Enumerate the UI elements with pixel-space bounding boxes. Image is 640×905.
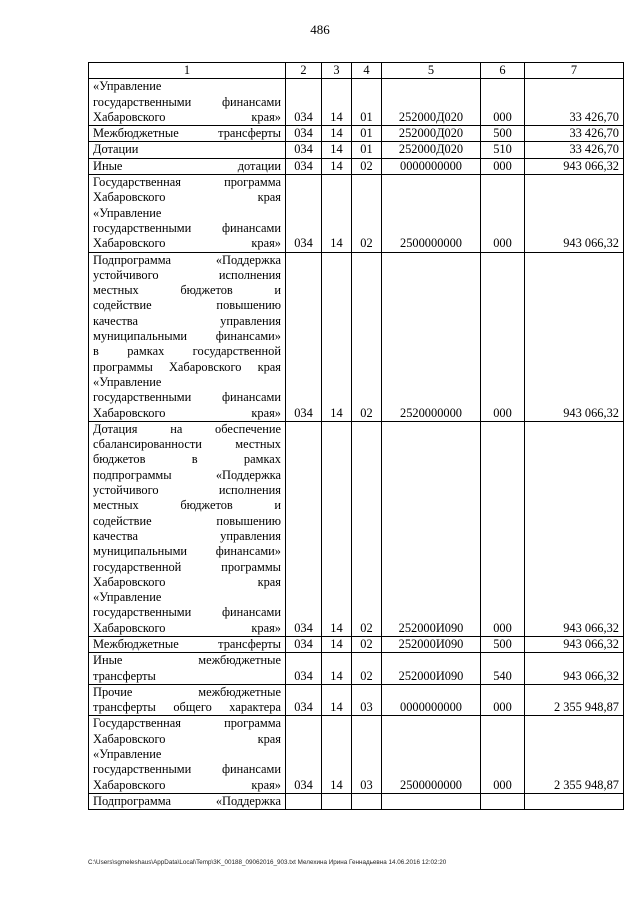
code-cell: 2500000000	[382, 716, 481, 793]
row-name-cell	[89, 126, 286, 142]
row-name-line: Хабаровского края	[93, 574, 281, 589]
row-name-cell	[89, 653, 286, 685]
code-cell	[481, 793, 525, 809]
row-name-cell	[89, 252, 286, 421]
amount-cell: 943 066,32	[525, 252, 624, 421]
row-name-line: Подпрограмма «Поддержка	[93, 793, 281, 808]
header-cell: 7	[525, 63, 624, 79]
table-row	[89, 158, 624, 174]
amount-cell	[525, 793, 624, 809]
code-cell: 000	[481, 252, 525, 421]
code-cell: 01	[352, 142, 382, 158]
code-cell: 034	[286, 421, 322, 636]
row-name-line: муниципальными финансами»	[93, 544, 281, 559]
code-cell: 252000Д020	[382, 79, 481, 126]
row-name-line: Хабаровского края»	[93, 109, 281, 124]
row-name-line: «Управление	[93, 590, 162, 605]
code-cell: 034	[286, 126, 322, 142]
row-name-line: содействие повышению	[93, 298, 281, 313]
code-cell: 034	[286, 175, 322, 252]
code-cell: 034	[286, 252, 322, 421]
row-name-cell	[89, 684, 286, 716]
row-name-line: Хабаровского края»	[93, 405, 281, 420]
row-name-line: местных бюджетов и	[93, 498, 281, 513]
code-cell: 252000И090	[382, 636, 481, 652]
row-name-line: государственной программы	[93, 559, 281, 574]
code-cell: 000	[481, 716, 525, 793]
amount-cell: 33 426,70	[525, 126, 624, 142]
row-name-line: Дотации	[93, 142, 139, 157]
row-name-line: местных бюджетов и	[93, 283, 281, 298]
row-name-line: устойчивого исполнения	[93, 267, 281, 282]
amount-cell: 2 355 948,87	[525, 684, 624, 716]
table-row	[89, 653, 624, 685]
row-name-line: содействие повышению	[93, 513, 281, 528]
row-name-line: государственными финансами	[93, 390, 281, 405]
row-name-line: Иные дотации	[93, 158, 281, 173]
row-name-line: Хабаровского края»	[93, 620, 281, 635]
amount-cell: 2 355 948,87	[525, 716, 624, 793]
amount-cell: 943 066,32	[525, 158, 624, 174]
amount-cell: 33 426,70	[525, 142, 624, 158]
code-cell: 034	[286, 716, 322, 793]
row-name-line: Хабаровского края»	[93, 777, 281, 792]
header-cell: 6	[481, 63, 525, 79]
code-cell: 034	[286, 158, 322, 174]
row-name-line: Дотация на обеспечение	[93, 421, 281, 436]
code-cell: 252000И090	[382, 653, 481, 685]
code-cell: 03	[352, 716, 382, 793]
row-name-line: Межбюджетные трансферты	[93, 126, 281, 141]
header-cell: 4	[352, 63, 382, 79]
table-row	[89, 175, 624, 252]
code-cell: 2500000000	[382, 175, 481, 252]
row-name-line: «Управление	[93, 205, 162, 220]
code-cell: 252000И090	[382, 421, 481, 636]
file-path-footer: C:\Users\sgmeleshaus\AppData\Local\Temp\3K_00188_09062016_903.txt Мелехина Ирина Геннадьевна 14.06.2016 12:02:20	[88, 859, 447, 866]
row-name-line: Подпрограмма «Поддержка	[93, 252, 281, 267]
row-name-line: государственными финансами	[93, 94, 281, 109]
row-name-line: Прочие межбюджетные	[93, 684, 281, 699]
code-cell: 034	[286, 636, 322, 652]
table-row	[89, 421, 624, 636]
table-body	[89, 63, 624, 810]
row-name-line: Государственная программа	[93, 175, 281, 190]
code-cell: 02	[352, 653, 382, 685]
amount-cell: 943 066,32	[525, 653, 624, 685]
table-row	[89, 636, 624, 652]
row-name-line: Хабаровского края	[93, 190, 281, 205]
row-name-line: Иные межбюджетные	[93, 653, 281, 668]
row-name-line: программы Хабаровского края	[93, 359, 281, 374]
row-name-cell	[89, 636, 286, 652]
row-name-line: Хабаровского края»	[93, 236, 281, 251]
row-name-line: устойчивого исполнения	[93, 483, 281, 498]
row-name-line: сбалансированности местных	[93, 437, 281, 452]
row-name-line: трансферты	[93, 668, 156, 683]
code-cell: 252000Д020	[382, 142, 481, 158]
code-cell: 500	[481, 126, 525, 142]
table-row	[89, 252, 624, 421]
row-name-cell	[89, 142, 286, 158]
table-row	[89, 793, 624, 809]
code-cell	[382, 793, 481, 809]
code-cell: 510	[481, 142, 525, 158]
code-cell: 14	[322, 175, 352, 252]
row-name-line: подпрограммы «Поддержка	[93, 467, 281, 482]
code-cell: 14	[322, 158, 352, 174]
code-cell: 01	[352, 79, 382, 126]
code-cell: 14	[322, 126, 352, 142]
code-cell: 2520000000	[382, 252, 481, 421]
header-cell: 3	[322, 63, 352, 79]
code-cell: 02	[352, 158, 382, 174]
code-cell: 02	[352, 175, 382, 252]
row-name-cell	[89, 421, 286, 636]
code-cell: 14	[322, 716, 352, 793]
code-cell	[286, 793, 322, 809]
row-name-line: «Управление	[93, 374, 162, 389]
header-cell: 2	[286, 63, 322, 79]
code-cell: 02	[352, 636, 382, 652]
row-name-line: государственными финансами	[93, 220, 281, 235]
amount-cell: 943 066,32	[525, 175, 624, 252]
code-cell: 252000Д020	[382, 126, 481, 142]
code-cell	[352, 793, 382, 809]
row-name-cell	[89, 793, 286, 809]
code-cell	[322, 793, 352, 809]
row-name-line: в рамках государственной	[93, 344, 281, 359]
row-name-line: «Управление	[93, 79, 162, 94]
code-cell: 14	[322, 142, 352, 158]
row-name-line: Государственная программа	[93, 716, 281, 731]
row-name-line: «Управление	[93, 747, 162, 762]
code-cell: 14	[322, 636, 352, 652]
page-number: 486	[310, 22, 330, 37]
header-cell: 1	[89, 63, 286, 79]
code-cell: 0000000000	[382, 684, 481, 716]
table-row	[89, 684, 624, 716]
code-cell: 540	[481, 653, 525, 685]
header-cell: 5	[382, 63, 481, 79]
code-cell: 000	[481, 421, 525, 636]
row-name-line: Межбюджетные трансферты	[93, 636, 281, 651]
row-name-line: муниципальными финансами»	[93, 329, 281, 344]
table-header-row	[89, 63, 624, 79]
code-cell: 14	[322, 653, 352, 685]
code-cell: 000	[481, 684, 525, 716]
code-cell: 0000000000	[382, 158, 481, 174]
code-cell: 14	[322, 421, 352, 636]
table-row	[89, 142, 624, 158]
code-cell: 02	[352, 252, 382, 421]
row-name-line: государственными финансами	[93, 762, 281, 777]
code-cell: 000	[481, 79, 525, 126]
code-cell: 000	[481, 175, 525, 252]
code-cell: 01	[352, 126, 382, 142]
code-cell: 500	[481, 636, 525, 652]
code-cell: 034	[286, 653, 322, 685]
amount-cell: 33 426,70	[525, 79, 624, 126]
code-cell: 034	[286, 79, 322, 126]
row-name-line: Хабаровского края	[93, 731, 281, 746]
table-row	[89, 126, 624, 142]
row-name-line: государственными финансами	[93, 605, 281, 620]
row-name-line: качества управления	[93, 313, 281, 328]
amount-cell: 943 066,32	[525, 636, 624, 652]
code-cell: 14	[322, 252, 352, 421]
code-cell: 000	[481, 158, 525, 174]
amount-cell: 943 066,32	[525, 421, 624, 636]
code-cell: 14	[322, 79, 352, 126]
row-name-line: трансферты общего характера	[93, 700, 281, 715]
code-cell: 14	[322, 684, 352, 716]
code-cell: 034	[286, 684, 322, 716]
row-name-cell	[89, 158, 286, 174]
row-name-cell	[89, 716, 286, 793]
code-cell: 02	[352, 421, 382, 636]
code-cell: 03	[352, 684, 382, 716]
code-cell: 034	[286, 142, 322, 158]
budget-table	[88, 62, 624, 810]
row-name-cell	[89, 79, 286, 126]
row-name-line: бюджетов в рамках	[93, 452, 281, 467]
table-row	[89, 79, 624, 126]
row-name-line: качества управления	[93, 528, 281, 543]
table-row	[89, 716, 624, 793]
row-name-cell	[89, 175, 286, 252]
